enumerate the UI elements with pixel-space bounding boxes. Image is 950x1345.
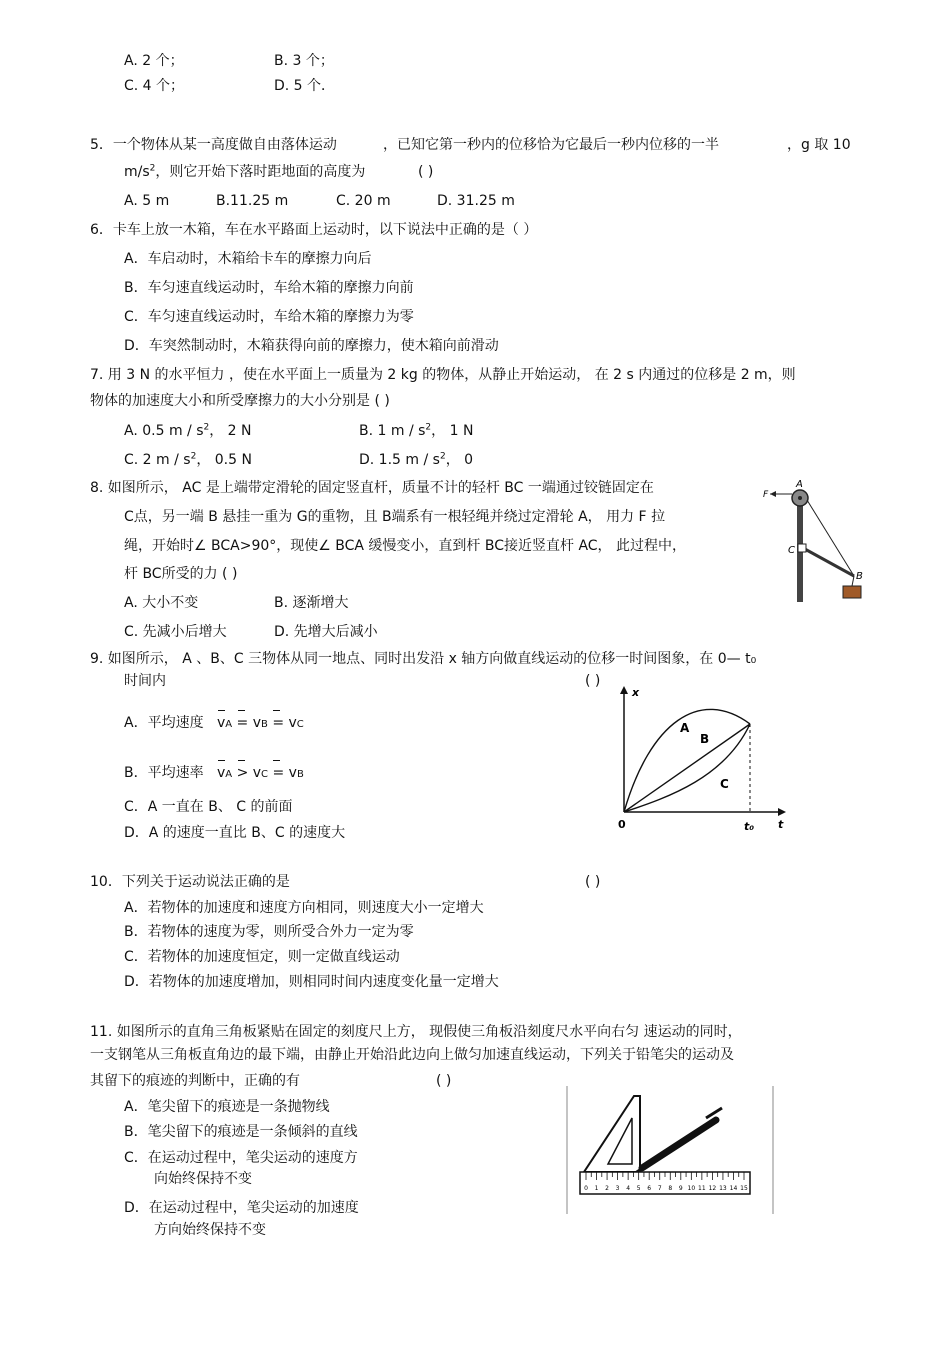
q9-option-d: D．A 的速度一直比 B、C 的速度大	[124, 825, 346, 841]
q5-stem-part2: ，已知它第一秒内的位移恰为它最后一秒内位移的一半	[383, 137, 719, 153]
t-axis-arrow-icon	[778, 808, 786, 816]
q5-unit: m/s	[124, 164, 150, 180]
q6-stem: 6．卡车上放一木箱，车在水平路面上运动时，以下说法中正确的是（ ）	[90, 222, 538, 238]
q4-option-b: B. 3 个；	[274, 53, 334, 69]
q10-option-b: B．若物体的速度为零，则所受合外力一定为零	[124, 924, 414, 940]
ruler-tick-label: 4	[626, 1185, 631, 1192]
q5-stem-line2	[124, 163, 365, 181]
q5-unit-sup: 2	[149, 163, 156, 174]
q9-answer-paren: ( )	[585, 673, 601, 689]
ruler-tick-label: 8	[668, 1185, 673, 1192]
q8-stem-line1: 8. 如图所示， AC 是上端带定滑轮的固定竖直杆，质量不计的轻杆 BC 一端通过铰链固定在	[90, 480, 654, 496]
label-a: A	[796, 480, 803, 490]
q9-option-b-v2: > v	[236, 765, 262, 781]
q9-stem-line2: 时间内	[124, 673, 166, 689]
q9-option-b-v3: = v	[272, 765, 297, 781]
q7-option-a	[124, 422, 252, 440]
q9-option-a-s3: C	[296, 719, 304, 730]
q4-option-d: D. 5 个．	[274, 78, 336, 94]
q11-answer-paren: ( )	[436, 1073, 452, 1089]
q5-option-c: C. 20 m	[336, 193, 391, 209]
q11-option-d-line1: D．在运动过程中，笔尖运动的加速度	[124, 1200, 359, 1216]
q9-option-a-label: A．平均速度	[124, 715, 204, 731]
q9-option-b-s2: C	[261, 769, 269, 780]
ruler-tick-label: 11	[698, 1185, 706, 1192]
q7-option-d-sup: 2	[439, 451, 446, 462]
origin-label: 0	[618, 818, 626, 831]
q5-stem-text: ，则它开始下落时距地面的高度为	[155, 164, 366, 180]
x-axis-arrow-icon	[620, 686, 628, 694]
q7-stem-line2: 物体的加速度大小和所受摩擦力的大小分别是 ( )	[90, 393, 390, 409]
q6-option-b: B．车匀速直线运动时，车给木箱的摩擦力向前	[124, 280, 414, 296]
q5-stem-part1: 5．一个物体从某一高度做自由落体运动	[90, 137, 337, 153]
force-arrow-icon	[770, 491, 776, 497]
q8-stem-line4: 杆 BC所受的力 ( )	[124, 566, 238, 582]
q7-stem-line1: 7. 用 3 N 的水平恒力 ，使在水平面上一质量为 2 kg 的物体，从静止开始运动， 在 2 s 内通过的位移是 2 m，则	[90, 367, 796, 383]
q5-stem-part3: ，g 取 10	[787, 137, 851, 153]
hinge-c	[798, 544, 806, 552]
q8-stem-line3: 绳，开始时∠ BCA>90°，现使∠ BCA 缓慢变小，直到杆 BC接近竖直杆 AC， 此过程中，	[124, 538, 687, 554]
q5-option-a: A. 5 m	[124, 193, 170, 209]
q9-option-b	[124, 764, 304, 784]
q8-stem-line2: C点，另一端 B 悬挂一重为 G的重物，且 B端系有一根轻绳并绕过定滑轮 A， 用力 F 拉	[124, 509, 666, 525]
q9-option-b-label: B．平均速率	[124, 765, 204, 781]
curve-label-b: B	[700, 732, 710, 746]
q9-option-a-s1: A	[225, 719, 233, 730]
ruler-tick-label: 12	[708, 1185, 717, 1192]
q9-option-b-v1: v	[216, 765, 226, 781]
weight-string	[852, 576, 854, 586]
q11-stem-line1: 11. 如图所示的直角三角板紧贴在固定的刻度尺上方， 现假使三角板沿刻度尺水平向右匀 速运动的同时，	[90, 1024, 742, 1040]
q7-option-b-sup: 2	[425, 422, 432, 433]
q11-stem-line2: 一支钢笔从三角板直角边的最下端，由静止开始沿此边向上做匀加速直线运动，下列关于铅笔尖的运动及	[90, 1047, 734, 1063]
q10-option-d: D．若物体的加速度增加，则相同时间内速度变化量一定增大	[124, 974, 499, 990]
rod-bc	[803, 548, 854, 576]
q9-option-a-v2: = v	[236, 715, 261, 731]
curve-label-c: C	[720, 777, 729, 791]
q9-option-a	[124, 714, 304, 734]
q5-answer-paren: ( )	[418, 164, 434, 180]
q10-option-a: A．若物体的加速度和速度方向相同，则速度大小一定增大	[124, 900, 484, 916]
label-c: C	[788, 545, 795, 556]
ruler-tick-label: 7	[657, 1185, 662, 1192]
ruler-tick-label: 5	[636, 1185, 641, 1192]
q7-option-c-value: C. 2 m / s	[124, 452, 191, 468]
q9-option-b-s1: A	[225, 769, 233, 780]
line-b	[624, 724, 750, 812]
q7-option-d-value: D. 1.5 m / s	[359, 452, 440, 468]
q6-option-d: D．车突然制动时，木箱获得向前的摩擦力，使木箱向前滑动	[124, 338, 499, 354]
axis-label-t: t	[778, 818, 784, 831]
pulley-axle	[798, 496, 802, 500]
q7-option-a-value: A. 0.5 m / s	[124, 423, 204, 439]
q9-option-c: C．A 一直在 B、 C 的前面	[124, 799, 293, 815]
q7-option-c-force: ， 0.5 N	[196, 452, 252, 468]
q9-option-b-s3: B	[296, 769, 304, 780]
ruler-tick-label: 14	[729, 1185, 738, 1192]
q9-option-a-v3: = v	[272, 715, 297, 731]
q7-option-c-sup: 2	[190, 451, 197, 462]
q5-option-d: D. 31.25 m	[437, 193, 515, 209]
q11-option-a: A．笔尖留下的痕迹是一条抛物线	[124, 1099, 330, 1115]
ruler-tick-label: 9	[678, 1185, 683, 1192]
q7-option-d	[359, 451, 473, 469]
q7-option-a-sup: 2	[203, 422, 210, 433]
q8-pulley-figure	[760, 480, 870, 605]
ruler-tick-label: 1	[594, 1185, 599, 1192]
q5-option-b: B.11.25 m	[216, 193, 289, 209]
q8-option-c: C. 先减小后增大	[124, 624, 227, 640]
label-b: B	[856, 571, 863, 582]
q8-option-a: A. 大小不变	[124, 595, 199, 611]
ruler-tick-label: 6	[647, 1185, 652, 1192]
q11-option-b: B．笔尖留下的痕迹是一条倾斜的直线	[124, 1124, 358, 1140]
pen-body	[642, 1120, 716, 1168]
q7-option-d-force: ， 0	[445, 452, 474, 468]
weight-g	[843, 586, 861, 598]
curve-label-a: A	[680, 721, 690, 735]
q6-option-c: C．车匀速直线运动时，车给木箱的摩擦力为零	[124, 309, 414, 325]
q9-stem-line1: 9. 如图所示， A 、B、C 三物体从同一地点、同时出发沿 x 轴方向做直线运动的位移一时间图象，在 0— t₀	[90, 651, 757, 667]
ruler-tick-label: 3	[615, 1185, 620, 1192]
pen-clip	[706, 1108, 722, 1118]
q6-option-a: A．车启动时，木箱给卡车的摩擦力向后	[124, 251, 372, 267]
q8-option-b: B. 逐渐增大	[274, 595, 349, 611]
ruler-tick-label: 13	[719, 1185, 727, 1192]
q11-stem-line3: 其留下的痕迹的判断中，正确的有	[90, 1073, 300, 1089]
q11-option-c-line1: C．在运动过程中，笔尖运动的速度方	[124, 1150, 358, 1166]
q11-option-c-line2: 向始终保持不变	[154, 1171, 252, 1187]
q10-answer-paren: ( )	[585, 874, 601, 890]
t0-label: t₀	[744, 820, 755, 833]
q8-option-d: D. 先增大后减小	[274, 624, 378, 640]
q9-option-a-s2: B	[261, 719, 268, 730]
axis-label-x: x	[632, 686, 640, 699]
q7-option-b	[359, 422, 473, 440]
q9-displacement-time-graph	[610, 682, 790, 837]
q7-option-b-force: ， 1 N	[431, 423, 474, 439]
q7-option-a-force: ， 2 N	[209, 423, 252, 439]
q4-option-a: A. 2 个；	[124, 53, 184, 69]
ruler-tick-label: 0	[584, 1185, 588, 1192]
q10-option-c: C．若物体的加速度恒定，则一定做直线运动	[124, 949, 400, 965]
q9-option-a-v1: v	[216, 715, 226, 731]
ruler-tick-label: 10	[687, 1185, 696, 1192]
ruler-tick-label: 15	[740, 1185, 748, 1192]
set-square-inner	[608, 1118, 632, 1164]
label-f: F	[763, 490, 769, 500]
ruler-tick-label: 2	[605, 1185, 609, 1192]
q10-stem: 10．下列关于运动说法正确的是	[90, 874, 290, 890]
q4-option-c: C. 4 个；	[124, 78, 185, 94]
q11-ruler-triangle-figure	[566, 1082, 776, 1217]
q11-option-d-line2: 方向始终保持不变	[154, 1222, 266, 1238]
q7-option-b-value: B. 1 m / s	[359, 423, 426, 439]
q7-option-c	[124, 451, 252, 469]
